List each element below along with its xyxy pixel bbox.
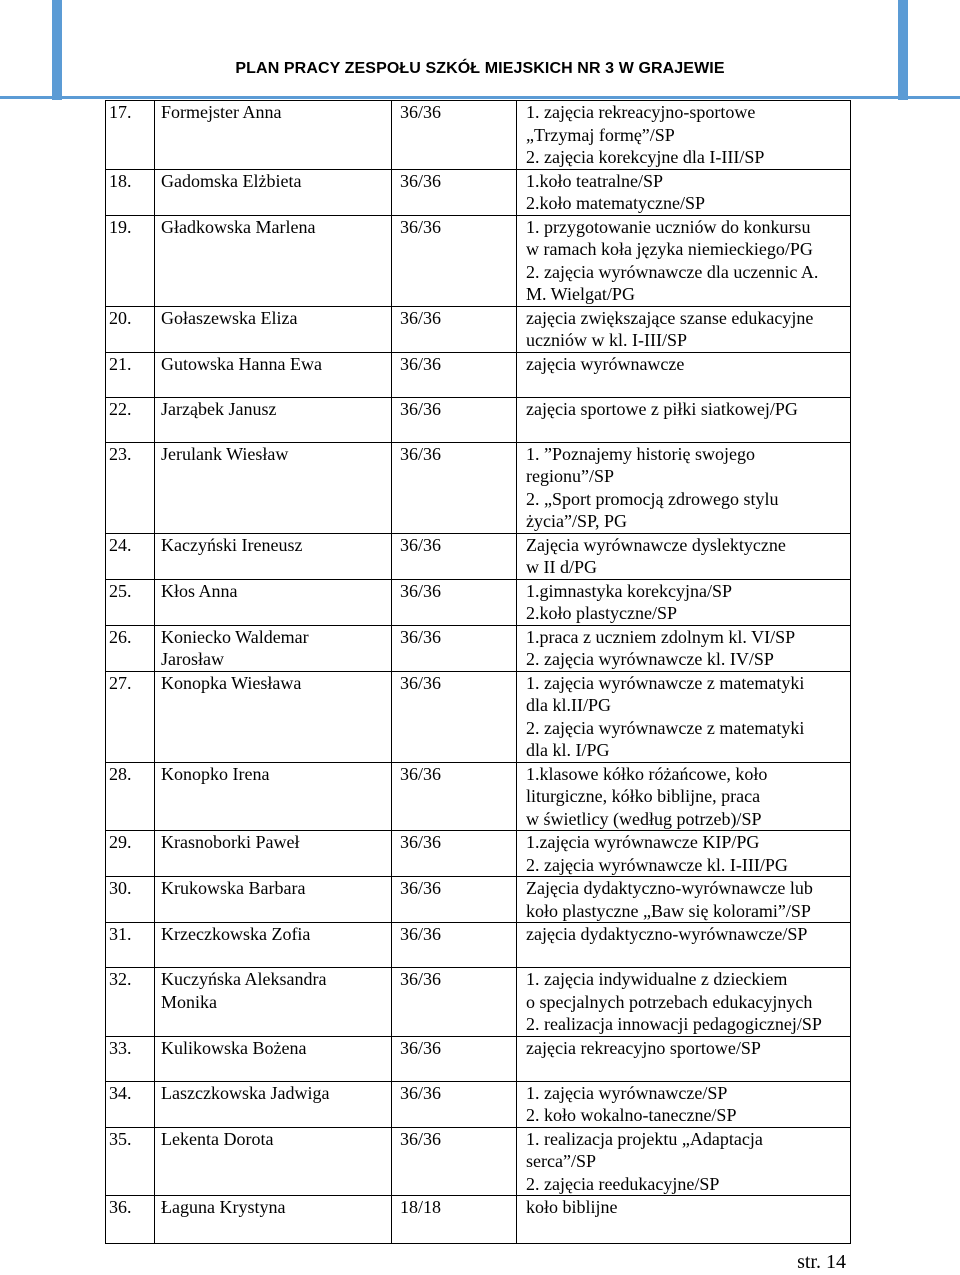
hours-cell: 18/18 bbox=[392, 1196, 517, 1244]
teacher-name bbox=[155, 671, 392, 762]
hours-cell: 36/36 bbox=[392, 306, 517, 352]
activity-line: 1.praca z uczniem zdolnym kl. VI/SP bbox=[526, 626, 796, 647]
activity-line: Zajęcia dydaktyczno-wyrównawcze lub bbox=[526, 878, 813, 898]
teacher-name-line: Formejster Anna bbox=[161, 102, 282, 122]
teacher-activities-table bbox=[105, 100, 851, 1244]
activity-line: zajęcia zwiększające szanse edukacyjne bbox=[526, 307, 814, 328]
hours-cell: 36/36 bbox=[392, 215, 517, 306]
activity-line: 2. „Sport promocją zdrowego stylu bbox=[526, 488, 779, 509]
activity-line: zajęcia dydaktyczno-wyrównawcze/SP bbox=[526, 924, 808, 944]
activity-line: uczniów w kl. I-III/SP bbox=[526, 330, 687, 350]
hours-cell: 36/36 bbox=[392, 762, 517, 831]
activities-cell bbox=[517, 625, 851, 671]
activities-cell bbox=[517, 1081, 851, 1127]
activity-line: 2. zajęcia reedukacyjne/SP bbox=[526, 1173, 720, 1194]
row-number: 17. bbox=[106, 101, 155, 170]
teacher-name-line: Kłos Anna bbox=[161, 580, 238, 601]
teacher-name-line: Gołaszewska Eliza bbox=[161, 307, 298, 328]
row-number: 31. bbox=[106, 923, 155, 968]
activities-cell bbox=[517, 1196, 851, 1244]
row-number: 25. bbox=[106, 579, 155, 625]
teacher-name bbox=[155, 169, 392, 215]
teacher-name-line: Krukowska Barbara bbox=[161, 878, 306, 898]
activity-line: koło plastyczne „Baw się kolorami”/SP bbox=[526, 900, 811, 921]
activities-cell bbox=[517, 579, 851, 625]
table-row bbox=[106, 533, 851, 579]
table-row bbox=[106, 877, 851, 923]
hours-cell: 36/36 bbox=[392, 1127, 517, 1196]
activity-line: 1. zajęcia wyrównawcze/SP bbox=[526, 1082, 728, 1103]
header-rule bbox=[0, 96, 960, 99]
teacher-name bbox=[155, 968, 392, 1037]
table-row bbox=[106, 352, 851, 397]
table-row bbox=[106, 101, 851, 170]
table-row bbox=[106, 215, 851, 306]
table-row bbox=[106, 1127, 851, 1196]
activity-line: 2. koło wokalno-taneczne/SP bbox=[526, 1105, 737, 1125]
hours-cell: 36/36 bbox=[392, 968, 517, 1037]
activities-cell bbox=[517, 671, 851, 762]
table-row bbox=[106, 671, 851, 762]
page-number: str. 14 bbox=[797, 1251, 846, 1273]
row-number: 34. bbox=[106, 1081, 155, 1127]
row-number: 23. bbox=[106, 442, 155, 533]
row-number: 30. bbox=[106, 877, 155, 923]
teacher-name bbox=[155, 923, 392, 968]
teacher-name-line: Koniecko Waldemar bbox=[161, 626, 309, 647]
hours-cell: 36/36 bbox=[392, 169, 517, 215]
table-row bbox=[106, 923, 851, 968]
activity-line: serca”/SP bbox=[526, 1151, 596, 1171]
teacher-name-line: Gutowska Hanna Ewa bbox=[161, 353, 322, 374]
row-number: 19. bbox=[106, 215, 155, 306]
activities-cell bbox=[517, 169, 851, 215]
activity-line: Zajęcia wyrównawcze dyslektyczne bbox=[526, 534, 786, 555]
activity-line: 1. zajęcia indywidualne z dzieckiem bbox=[526, 969, 788, 989]
row-number: 35. bbox=[106, 1127, 155, 1196]
teacher-name bbox=[155, 1196, 392, 1244]
activity-line: zajęcia sportowe z piłki siatkowej/PG bbox=[526, 398, 798, 419]
activity-line: 1. zajęcia rekreacyjno-sportowe bbox=[526, 102, 756, 122]
activities-cell bbox=[517, 306, 851, 352]
teacher-name bbox=[155, 352, 392, 397]
teacher-name-line: Jarząbek Janusz bbox=[161, 398, 277, 419]
activities-cell bbox=[517, 101, 851, 170]
activities-cell bbox=[517, 442, 851, 533]
activity-line: 2. zajęcia wyrównawcze dla uczennic A. bbox=[526, 261, 819, 282]
activity-line: 2. realizacja innowacji pedagogicznej/SP bbox=[526, 1014, 822, 1034]
activity-line: 1.klasowe kółko różańcowe, koło bbox=[526, 763, 768, 784]
row-number: 20. bbox=[106, 306, 155, 352]
hours-cell: 36/36 bbox=[392, 831, 517, 877]
hours-cell: 36/36 bbox=[392, 877, 517, 923]
hours-cell: 36/36 bbox=[392, 625, 517, 671]
teacher-name-line: Laszczkowska Jadwiga bbox=[161, 1082, 330, 1103]
row-number: 33. bbox=[106, 1036, 155, 1081]
hours-cell: 36/36 bbox=[392, 442, 517, 533]
table-body bbox=[106, 101, 851, 1244]
row-number: 22. bbox=[106, 397, 155, 442]
table-row bbox=[106, 306, 851, 352]
activity-line: w II d/PG bbox=[526, 557, 597, 577]
activity-line: 2. zajęcia wyrównawcze kl. I-III/PG bbox=[526, 854, 788, 875]
teacher-name-line: Konopka Wiesława bbox=[161, 672, 302, 693]
teacher-name bbox=[155, 215, 392, 306]
teacher-name-line: Konopko Irena bbox=[161, 763, 270, 784]
table-row bbox=[106, 1196, 851, 1244]
hours-cell: 36/36 bbox=[392, 101, 517, 170]
left-accent-bar bbox=[52, 0, 62, 100]
teacher-name bbox=[155, 1127, 392, 1196]
activity-line: 1. realizacja projektu „Adaptacja bbox=[526, 1128, 763, 1149]
activity-line: 1. przygotowanie uczniów do konkursu bbox=[526, 216, 811, 237]
table-row bbox=[106, 968, 851, 1037]
teacher-name bbox=[155, 1081, 392, 1127]
teacher-name-line: Kaczyński Ireneusz bbox=[161, 534, 303, 555]
activities-cell bbox=[517, 831, 851, 877]
activity-line: 1. zajęcia wyrównawcze z matematyki bbox=[526, 672, 805, 693]
activity-line: zajęcia rekreacyjno sportowe/SP bbox=[526, 1037, 761, 1058]
table-row bbox=[106, 579, 851, 625]
teacher-name bbox=[155, 579, 392, 625]
teacher-name-line: Lekenta Dorota bbox=[161, 1128, 274, 1149]
hours-cell: 36/36 bbox=[392, 671, 517, 762]
activity-line: w ramach koła języka niemieckiego/PG bbox=[526, 239, 813, 259]
activity-line: 2. zajęcia korekcyjne dla I-III/SP bbox=[526, 147, 765, 167]
table-row bbox=[106, 625, 851, 671]
teacher-name-line: Krzeczkowska Zofia bbox=[161, 924, 311, 944]
table-row bbox=[106, 831, 851, 877]
activity-line: zajęcia wyrównawcze bbox=[526, 353, 685, 374]
activity-line: 2.koło matematyczne/SP bbox=[526, 193, 705, 213]
activity-line: o specjalnych potrzebach edukacyjnych bbox=[526, 991, 813, 1012]
teacher-name bbox=[155, 397, 392, 442]
teacher-name-line: Jarosław bbox=[161, 649, 224, 669]
activities-cell bbox=[517, 533, 851, 579]
teacher-name bbox=[155, 306, 392, 352]
teacher-name bbox=[155, 762, 392, 831]
teacher-name-line: Kuczyńska Aleksandra bbox=[161, 969, 327, 989]
hours-cell: 36/36 bbox=[392, 923, 517, 968]
table-row bbox=[106, 169, 851, 215]
activities-cell bbox=[517, 1036, 851, 1081]
activities-cell bbox=[517, 923, 851, 968]
activity-line: 1.koło teatralne/SP bbox=[526, 170, 663, 191]
row-number: 24. bbox=[106, 533, 155, 579]
activity-line: dla kl. I/PG bbox=[526, 740, 610, 760]
row-number: 32. bbox=[106, 968, 155, 1037]
row-number: 27. bbox=[106, 671, 155, 762]
document-header-title: PLAN PRACY ZESPOŁU SZKÓŁ MIEJSKICH NR 3 W GRAJEWIE bbox=[235, 60, 725, 77]
activity-line: dla kl.II/PG bbox=[526, 695, 611, 715]
activity-line: 1. ”Poznajemy historię swojego bbox=[526, 443, 755, 464]
teacher-name-line: Monika bbox=[161, 991, 217, 1012]
activity-line: 2.koło plastyczne/SP bbox=[526, 603, 677, 623]
table-row bbox=[106, 762, 851, 831]
row-number: 26. bbox=[106, 625, 155, 671]
hours-cell: 36/36 bbox=[392, 1081, 517, 1127]
activities-cell bbox=[517, 968, 851, 1037]
row-number: 21. bbox=[106, 352, 155, 397]
activity-line: 1.zajęcia wyrównawcze KIP/PG bbox=[526, 832, 760, 852]
row-number: 28. bbox=[106, 762, 155, 831]
teacher-name-line: Kulikowska Bożena bbox=[161, 1037, 307, 1058]
teacher-name bbox=[155, 831, 392, 877]
teacher-name-line: Gładkowska Marlena bbox=[161, 216, 316, 237]
activity-line: 2. zajęcia wyrównawcze z matematyki bbox=[526, 717, 805, 738]
teacher-name-line: Jerulank Wiesław bbox=[161, 443, 289, 464]
table-row bbox=[106, 397, 851, 442]
activities-cell bbox=[517, 1127, 851, 1196]
table-row bbox=[106, 1081, 851, 1127]
teacher-name-line: Krasnoborki Paweł bbox=[161, 832, 300, 852]
teacher-name bbox=[155, 1036, 392, 1081]
activity-line: 1.gimnastyka korekcyjna/SP bbox=[526, 580, 732, 601]
teacher-name bbox=[155, 625, 392, 671]
activities-cell bbox=[517, 397, 851, 442]
row-number: 18. bbox=[106, 169, 155, 215]
row-number: 29. bbox=[106, 831, 155, 877]
activity-line: „Trzymaj formę”/SP bbox=[526, 124, 675, 145]
hours-cell: 36/36 bbox=[392, 579, 517, 625]
activities-cell bbox=[517, 762, 851, 831]
activities-cell bbox=[517, 215, 851, 306]
teacher-name-line: Gadomska Elżbieta bbox=[161, 170, 302, 191]
hours-cell: 36/36 bbox=[392, 397, 517, 442]
activity-line: 2. zajęcia wyrównawcze kl. IV/SP bbox=[526, 649, 774, 669]
activity-line: regionu”/SP bbox=[526, 466, 614, 486]
activities-cell bbox=[517, 877, 851, 923]
teacher-name bbox=[155, 533, 392, 579]
activity-line: liturgiczne, kółko biblijne, praca bbox=[526, 786, 761, 806]
teacher-name bbox=[155, 101, 392, 170]
hours-cell: 36/36 bbox=[392, 352, 517, 397]
activities-cell bbox=[517, 352, 851, 397]
activity-line: w świetlicy (według potrzeb)/SP bbox=[526, 808, 762, 829]
table-row bbox=[106, 1036, 851, 1081]
right-accent-bar bbox=[898, 0, 908, 100]
teacher-name bbox=[155, 877, 392, 923]
row-number: 36. bbox=[106, 1196, 155, 1244]
activity-line: koło biblijne bbox=[526, 1197, 618, 1217]
teacher-name-line: Łaguna Krystyna bbox=[161, 1197, 286, 1217]
activity-line: życia”/SP, PG bbox=[526, 511, 627, 531]
activity-line: M. Wielgat/PG bbox=[526, 284, 635, 304]
teacher-name bbox=[155, 442, 392, 533]
table-row bbox=[106, 442, 851, 533]
hours-cell: 36/36 bbox=[392, 1036, 517, 1081]
hours-cell: 36/36 bbox=[392, 533, 517, 579]
